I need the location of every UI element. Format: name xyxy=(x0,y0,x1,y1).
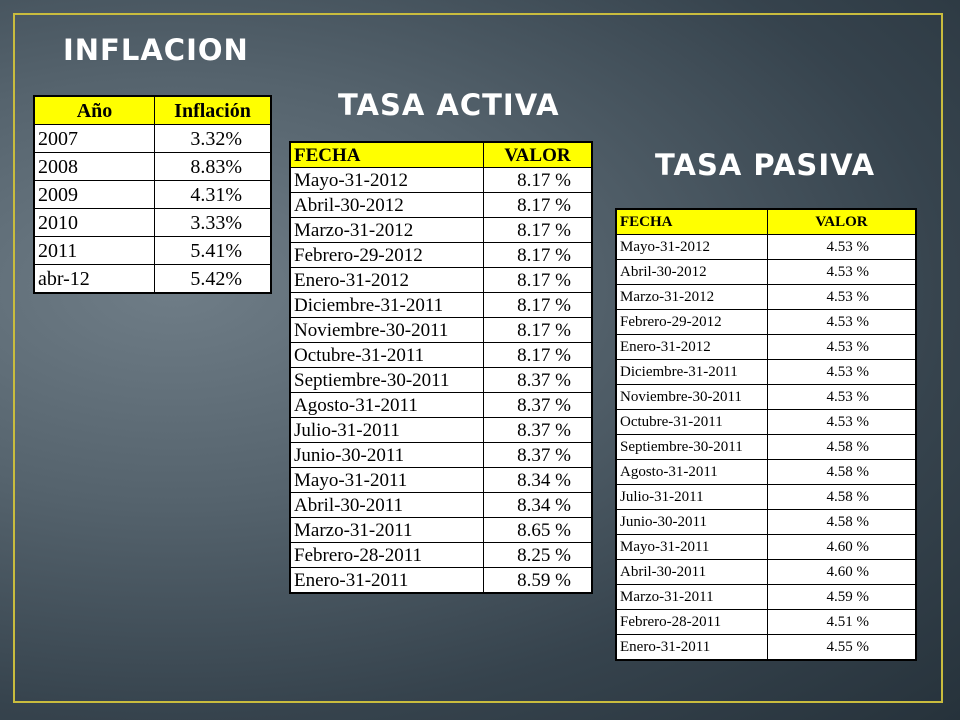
date-cell: 2009 xyxy=(34,181,155,209)
table-row xyxy=(290,193,592,218)
tasa-activa-heading: TASA ACTIVA xyxy=(338,88,560,122)
date-cell: 2007 xyxy=(34,125,155,153)
table-row xyxy=(616,485,916,510)
date-cell: Mayo-31-2012 xyxy=(290,168,484,193)
date-cell: Enero-31-2011 xyxy=(616,635,768,661)
value-cell: 8.17 % xyxy=(484,193,593,218)
table-row xyxy=(290,343,592,368)
value-cell: 4.58 % xyxy=(768,510,917,535)
value-cell: 8.25 % xyxy=(484,543,593,568)
table-row xyxy=(290,318,592,343)
date-cell: Mayo-31-2011 xyxy=(290,468,484,493)
table-row xyxy=(290,243,592,268)
value-cell: 4.58 % xyxy=(768,460,917,485)
date-cell: Noviembre-30-2011 xyxy=(290,318,484,343)
date-cell: Julio-31-2011 xyxy=(616,485,768,510)
date-cell: Febrero-29-2012 xyxy=(290,243,484,268)
value-cell: 4.53 % xyxy=(768,235,917,260)
value-cell: 3.33% xyxy=(155,209,272,237)
value-cell: 4.53 % xyxy=(768,260,917,285)
value-cell: 8.17 % xyxy=(484,318,593,343)
table-row xyxy=(616,560,916,585)
date-cell: 2011 xyxy=(34,237,155,265)
value-cell: 8.37 % xyxy=(484,368,593,393)
table-row xyxy=(616,610,916,635)
table-row xyxy=(290,393,592,418)
date-cell: Enero-31-2012 xyxy=(290,268,484,293)
table-row xyxy=(34,237,271,265)
table-row xyxy=(34,265,271,294)
table-row xyxy=(616,535,916,560)
date-cell: Enero-31-2012 xyxy=(616,335,768,360)
table-row xyxy=(34,153,271,181)
column-header-ano: Año xyxy=(34,96,155,125)
date-cell: Abril-30-2012 xyxy=(290,193,484,218)
table-header-row xyxy=(34,96,271,125)
date-cell: Enero-31-2011 xyxy=(290,568,484,594)
date-cell: Diciembre-31-2011 xyxy=(616,360,768,385)
table-row xyxy=(616,410,916,435)
value-cell: 4.60 % xyxy=(768,560,917,585)
table-row xyxy=(616,285,916,310)
value-cell: 8.37 % xyxy=(484,393,593,418)
column-header-fecha: FECHA xyxy=(616,209,768,235)
date-cell: Agosto-31-2011 xyxy=(290,393,484,418)
date-cell: Mayo-31-2012 xyxy=(616,235,768,260)
date-cell: Marzo-31-2011 xyxy=(616,585,768,610)
column-header-valor: VALOR xyxy=(768,209,917,235)
date-cell: abr-12 xyxy=(34,265,155,294)
table-row xyxy=(616,635,916,661)
date-cell: Octubre-31-2011 xyxy=(290,343,484,368)
column-header-fecha: FECHA xyxy=(290,142,484,168)
value-cell: 8.65 % xyxy=(484,518,593,543)
table-row xyxy=(616,385,916,410)
date-cell: Septiembre-30-2011 xyxy=(290,368,484,393)
tasa-pasiva-heading: TASA PASIVA xyxy=(655,148,876,182)
value-cell: 4.53 % xyxy=(768,285,917,310)
date-cell: Julio-31-2011 xyxy=(290,418,484,443)
date-cell: Febrero-29-2012 xyxy=(616,310,768,335)
table-header-row xyxy=(290,142,592,168)
table-row xyxy=(290,293,592,318)
value-cell: 4.53 % xyxy=(768,335,917,360)
table-row xyxy=(290,443,592,468)
value-cell: 4.51 % xyxy=(768,610,917,635)
value-cell: 8.37 % xyxy=(484,443,593,468)
table-row xyxy=(290,218,592,243)
table-row xyxy=(616,260,916,285)
table-row xyxy=(290,368,592,393)
date-cell: Octubre-31-2011 xyxy=(616,410,768,435)
value-cell: 4.59 % xyxy=(768,585,917,610)
inflacion-table xyxy=(33,95,272,294)
value-cell: 8.17 % xyxy=(484,343,593,368)
value-cell: 4.60 % xyxy=(768,535,917,560)
table-row xyxy=(290,568,592,594)
value-cell: 4.31% xyxy=(155,181,272,209)
date-cell: Agosto-31-2011 xyxy=(616,460,768,485)
value-cell: 8.37 % xyxy=(484,418,593,443)
value-cell: 8.34 % xyxy=(484,493,593,518)
table-header-row xyxy=(616,209,916,235)
table-row xyxy=(616,335,916,360)
table-row xyxy=(290,543,592,568)
inflacion-heading: INFLACION xyxy=(63,33,249,67)
tasa-activa-table xyxy=(289,141,593,594)
value-cell: 4.58 % xyxy=(768,485,917,510)
date-cell: Diciembre-31-2011 xyxy=(290,293,484,318)
table-row xyxy=(290,518,592,543)
column-header-inflacion: Inflación xyxy=(155,96,272,125)
table-row xyxy=(616,460,916,485)
date-cell: Mayo-31-2011 xyxy=(616,535,768,560)
date-cell: Septiembre-30-2011 xyxy=(616,435,768,460)
table-row xyxy=(290,418,592,443)
table-row xyxy=(616,360,916,385)
value-cell: 4.53 % xyxy=(768,310,917,335)
table-row xyxy=(616,435,916,460)
date-cell: Abril-30-2011 xyxy=(616,560,768,585)
value-cell: 3.32% xyxy=(155,125,272,153)
value-cell: 4.55 % xyxy=(768,635,917,661)
date-cell: Febrero-28-2011 xyxy=(616,610,768,635)
value-cell: 4.53 % xyxy=(768,385,917,410)
table-row xyxy=(616,585,916,610)
date-cell: Abril-30-2011 xyxy=(290,493,484,518)
table-row xyxy=(616,235,916,260)
value-cell: 8.17 % xyxy=(484,268,593,293)
date-cell: Noviembre-30-2011 xyxy=(616,385,768,410)
value-cell: 8.59 % xyxy=(484,568,593,594)
date-cell: Junio-30-2011 xyxy=(616,510,768,535)
table-row xyxy=(616,510,916,535)
value-cell: 8.83% xyxy=(155,153,272,181)
date-cell: Marzo-31-2012 xyxy=(616,285,768,310)
table-row xyxy=(616,310,916,335)
date-cell: Abril-30-2012 xyxy=(616,260,768,285)
table-row xyxy=(290,493,592,518)
table-row xyxy=(34,209,271,237)
date-cell: 2008 xyxy=(34,153,155,181)
value-cell: 4.53 % xyxy=(768,410,917,435)
value-cell: 8.17 % xyxy=(484,218,593,243)
date-cell: Marzo-31-2011 xyxy=(290,518,484,543)
table-row xyxy=(34,181,271,209)
value-cell: 8.17 % xyxy=(484,168,593,193)
value-cell: 8.34 % xyxy=(484,468,593,493)
value-cell: 5.42% xyxy=(155,265,272,294)
value-cell: 5.41% xyxy=(155,237,272,265)
date-cell: Marzo-31-2012 xyxy=(290,218,484,243)
date-cell: 2010 xyxy=(34,209,155,237)
value-cell: 8.17 % xyxy=(484,243,593,268)
value-cell: 4.53 % xyxy=(768,360,917,385)
date-cell: Junio-30-2011 xyxy=(290,443,484,468)
tasa-pasiva-table xyxy=(615,208,917,661)
table-row xyxy=(290,468,592,493)
table-row xyxy=(290,168,592,193)
column-header-valor: VALOR xyxy=(484,142,593,168)
value-cell: 4.58 % xyxy=(768,435,917,460)
value-cell: 8.17 % xyxy=(484,293,593,318)
date-cell: Febrero-28-2011 xyxy=(290,543,484,568)
table-row xyxy=(290,268,592,293)
table-row xyxy=(34,125,271,153)
